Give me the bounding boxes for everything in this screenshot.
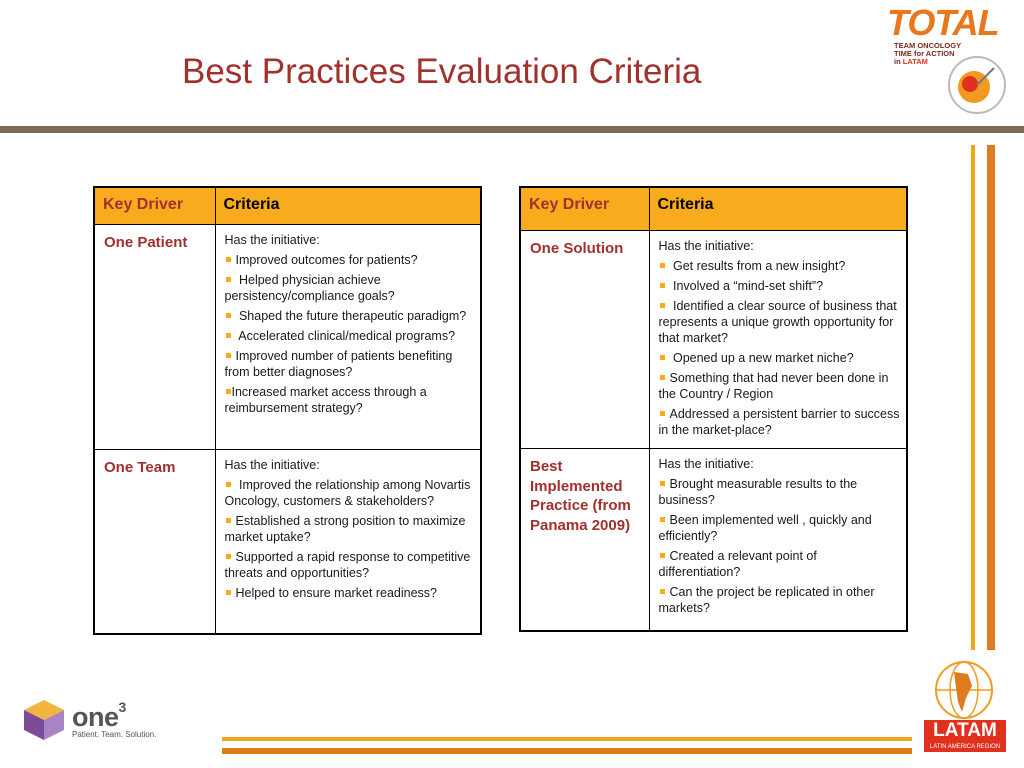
total-logo-word: TOTAL bbox=[887, 2, 999, 43]
globe-icon bbox=[928, 658, 1000, 722]
key-driver-header: Key Driver bbox=[520, 187, 649, 231]
bullet-square-icon bbox=[226, 590, 231, 595]
decorative-vertical-bar bbox=[971, 145, 975, 650]
criteria-item: Helped physician achieve persistency/compliance goals? bbox=[224, 273, 395, 303]
table-row bbox=[520, 449, 907, 631]
slide-title: Best Practices Evaluation Criteria bbox=[182, 52, 702, 91]
bullet-square-icon bbox=[660, 517, 665, 522]
criteria-item: Established a strong position to maximize market uptake? bbox=[224, 514, 466, 544]
table-row bbox=[520, 231, 907, 449]
criteria-cell bbox=[649, 231, 907, 449]
criteria-cell bbox=[215, 450, 481, 634]
clock-globe-icon bbox=[946, 54, 1008, 116]
criteria-item: Shaped the future therapeutic paradigm? bbox=[225, 308, 475, 324]
table-header-row bbox=[520, 187, 907, 231]
bullet-square-icon bbox=[226, 277, 231, 282]
criteria-cell bbox=[649, 449, 907, 631]
criteria-item: Addressed a persistent barrier to success in the market-place? bbox=[658, 407, 900, 437]
cube-icon bbox=[22, 698, 66, 742]
criteria-intro: Has the initiative: bbox=[224, 458, 320, 472]
decorative-vertical-bar bbox=[987, 145, 995, 650]
criteria-item: Something that had never been done in the Country / Region bbox=[658, 371, 889, 401]
criteria-intro: Has the initiative: bbox=[658, 457, 754, 471]
bullet-square-icon bbox=[660, 355, 665, 360]
criteria-item: Helped to ensure market readiness? bbox=[225, 585, 475, 601]
bullet-square-icon bbox=[660, 481, 665, 486]
criteria-item: Get results from a new insight? bbox=[659, 258, 901, 274]
one3-logo-word: one$^3$ bbox=[72, 699, 126, 732]
bullet-square-icon bbox=[226, 257, 231, 262]
criteria-item: Can the project be replicated in other markets? bbox=[658, 585, 875, 615]
decorative-horizontal-bar bbox=[222, 737, 912, 741]
latam-logo-word: LATAM bbox=[924, 720, 1006, 742]
total-logo-subtitle: TEAM ONCOLOGY TIME for ACTION in LATAM bbox=[894, 41, 962, 66]
bullet-square-icon bbox=[226, 482, 231, 487]
criteria-item: Increased market access through a reimbursement strategy? bbox=[224, 385, 427, 415]
table-header-row bbox=[94, 187, 481, 225]
decorative-horizontal-bar bbox=[222, 748, 912, 754]
criteria-item: Involved a “mind-set shift”? bbox=[659, 278, 901, 294]
key-driver-cell: One Patient bbox=[94, 225, 215, 450]
bullet-square-icon bbox=[226, 353, 231, 358]
criteria-item: Accelerated clinical/medical programs? bbox=[225, 328, 475, 344]
bullet-square-icon bbox=[660, 589, 665, 594]
criteria-item: Improved the relationship among Novartis Oncology, customers & stakeholders? bbox=[224, 478, 471, 508]
bullet-square-icon bbox=[226, 554, 231, 559]
key-driver-cell: One Team bbox=[94, 450, 215, 634]
criteria-table-right bbox=[519, 186, 908, 632]
criteria-cell bbox=[215, 225, 481, 450]
bullet-square-icon bbox=[226, 313, 231, 318]
criteria-item: Identified a clear source of business that represents a unique growth opportunity for that market? bbox=[658, 299, 897, 345]
key-driver-header: Key Driver bbox=[94, 187, 215, 225]
bullet-square-icon bbox=[226, 518, 231, 523]
criteria-item: Created a relevant point of differentiation? bbox=[658, 549, 817, 579]
bullet-square-icon bbox=[660, 553, 665, 558]
criteria-item: Been implemented well , quickly and efficiently? bbox=[658, 513, 872, 543]
title-divider bbox=[0, 126, 1024, 133]
key-driver-cell: Best Implemented Practice (from Panama 2009) bbox=[520, 449, 649, 631]
criteria-item: Opened up a new market niche? bbox=[659, 350, 901, 366]
bullet-square-icon bbox=[660, 303, 665, 308]
bullet-square-icon bbox=[660, 375, 665, 380]
bullet-square-icon bbox=[660, 263, 665, 268]
bullet-square-icon bbox=[660, 411, 665, 416]
criteria-intro: Has the initiative: bbox=[658, 239, 754, 253]
criteria-item: Supported a rapid response to competitive threats and opportunities? bbox=[224, 550, 471, 580]
bullet-square-icon bbox=[226, 389, 231, 394]
criteria-table-left bbox=[93, 186, 482, 635]
criteria-header: Criteria bbox=[649, 187, 907, 231]
criteria-item: Improved outcomes for patients? bbox=[225, 252, 475, 268]
criteria-item: Improved number of patients benefiting from better diagnoses? bbox=[224, 349, 453, 379]
criteria-header: Criteria bbox=[215, 187, 481, 225]
table-row bbox=[94, 450, 481, 634]
latam-logo-subtitle: LATIN AMERICA REGION bbox=[924, 742, 1006, 752]
bullet-square-icon bbox=[660, 283, 665, 288]
criteria-item: Brought measurable results to the business? bbox=[658, 477, 858, 507]
key-driver-cell: One Solution bbox=[520, 231, 649, 449]
bullet-square-icon bbox=[226, 333, 231, 338]
criteria-intro: Has the initiative: bbox=[224, 233, 320, 247]
table-row bbox=[94, 225, 481, 450]
one3-tagline: Patient. Team. Solution. bbox=[72, 730, 157, 739]
